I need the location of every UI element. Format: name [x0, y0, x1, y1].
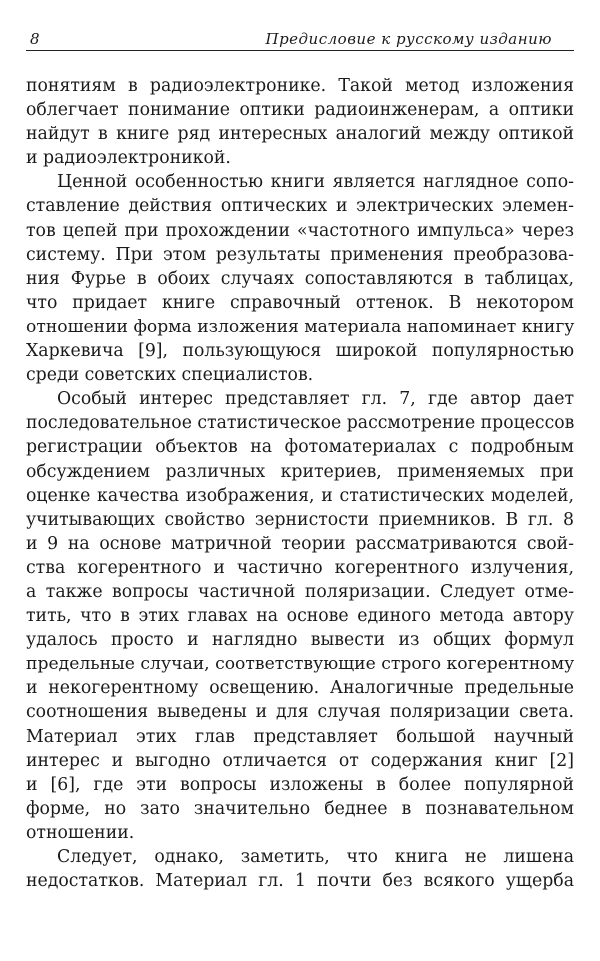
text-line: найдут в книге ряд интересных аналогий между оптикой	[26, 124, 574, 145]
text-line: Следует, однако, заметить, что книга не лишена	[57, 847, 574, 867]
text-line: недостатков. Материал гл. 1 почти без всякого ущерба	[26, 871, 574, 892]
text-line: отношении.	[26, 822, 135, 843]
text-line: предельные случаи, соответствующие строго когерентному	[26, 654, 575, 675]
text-line: Ценной особенностью книги является наглядное сопо-	[57, 172, 574, 193]
paragraph	[26, 74, 574, 170]
text-line: понятиям в радиоэлектронике. Такой метод изложения	[26, 76, 574, 96]
text-line: интерес и выгодно отличается от содержания книг [2]	[26, 750, 574, 771]
text-line: Харкевича [9], пользующуюся широкой популярностью	[26, 341, 574, 362]
text-line: обсуждением различных критериев, применяемых при	[26, 461, 574, 482]
text-line: форме, но зато значительно беднее в познавательном	[26, 798, 574, 819]
text-line: тить, что в этих главах на основе единого метода автору	[26, 606, 574, 627]
text-line: систему. При этом результаты применения преобразова-	[26, 244, 574, 265]
text-line: тов цепей при прохождении «частотного импульса» через	[26, 220, 574, 241]
text-line: облегчает понимание оптики радиоинженерам, а оптики	[26, 100, 574, 121]
text-line: соотношения выведены и для случая поляризации света.	[26, 702, 574, 723]
text-line: отношении форма изложения материала напоминает книгу	[26, 316, 575, 337]
paragraph	[26, 845, 574, 893]
body-text	[26, 74, 574, 893]
text-line: регистрации объектов на фотоматериалах с подробным	[26, 437, 574, 458]
text-line: учитывающих свойство зернистости приемников. В гл. 8	[26, 509, 574, 530]
text-line: среди советских специалистов.	[26, 365, 314, 386]
running-header-title: Предисловие к русскому изданию	[265, 30, 552, 48]
text-line: и 9 на основе матричной теории рассматриваются свой-	[26, 533, 574, 554]
paragraph	[26, 387, 574, 845]
text-line: и радиоэлектроникой.	[26, 148, 231, 169]
text-line: ства когерентного и частично когерентного излучения,	[26, 557, 574, 578]
page-number: 8	[30, 30, 41, 48]
text-line: что придает книге справочный оттенок. В некотором	[26, 292, 574, 313]
text-line: удалось просто и наглядно вывести из общих формул	[26, 630, 574, 651]
text-line: а также вопросы частичной поляризации. Следует отме-	[26, 581, 574, 602]
text-line: ставление действия оптических и электрических элемен-	[26, 196, 574, 217]
text-line: Материал этих глав представляет большой научный	[26, 726, 574, 747]
text-line: оценке качества изображения, и статистических моделей,	[26, 485, 574, 506]
text-line: и [6], где эти вопросы изложены в более популярной	[26, 774, 574, 795]
text-line: последовательное статистическое рассмотрение процессов	[26, 413, 575, 434]
text-line: Особый интерес представляет гл. 7, где автор дает	[57, 389, 574, 410]
paragraph	[26, 170, 574, 387]
book-page	[26, 30, 574, 893]
text-line: и некогерентному освещению. Аналогичные предельные	[26, 678, 574, 699]
running-header	[26, 30, 574, 51]
text-line: ния Фурье в обоих случаях сопоставляются в таблицах,	[26, 268, 574, 289]
